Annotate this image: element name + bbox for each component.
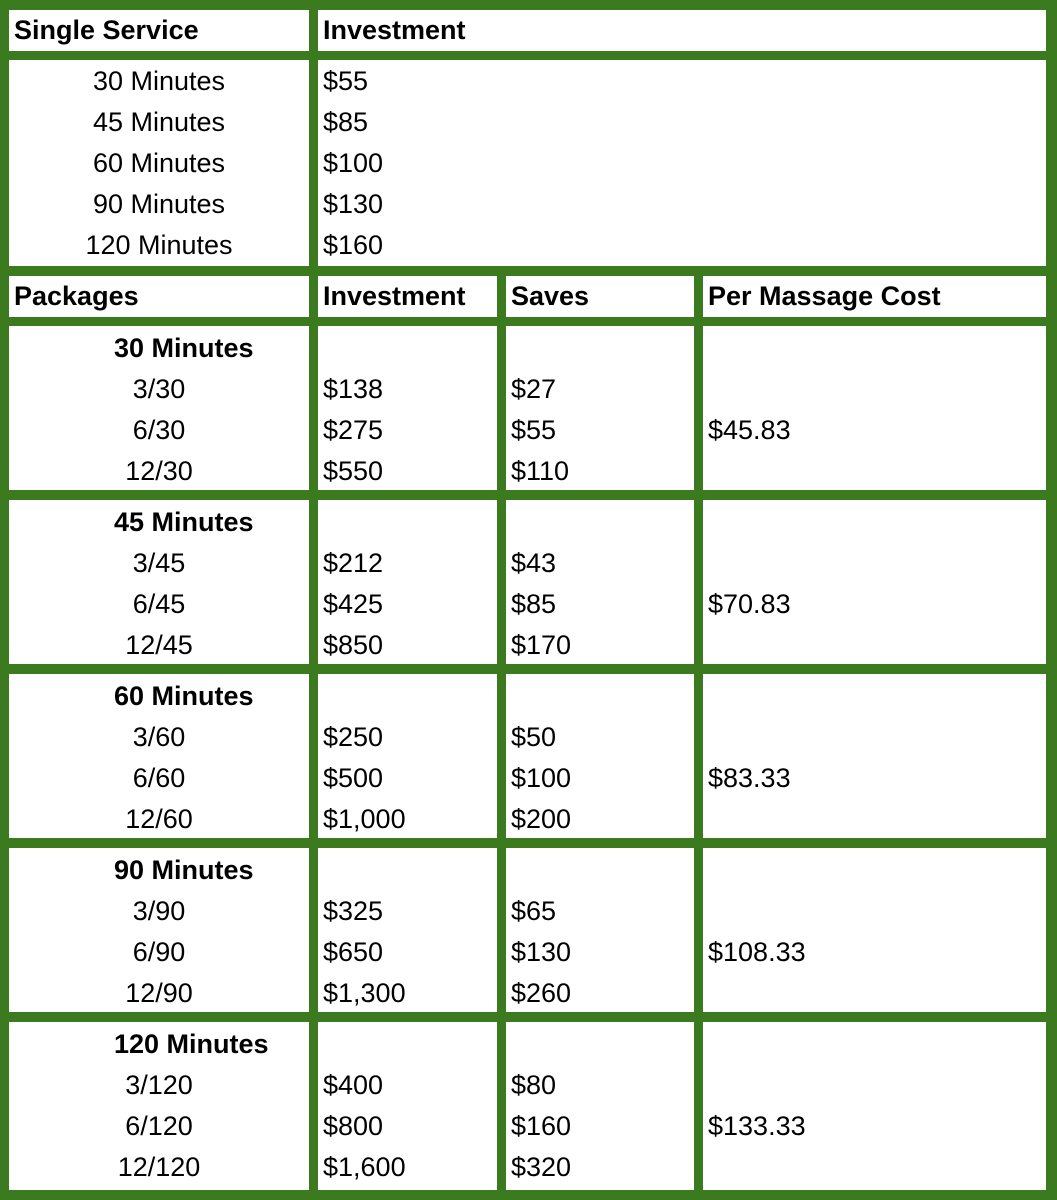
package-label: 6/60: [132, 763, 186, 793]
package-price: $400: [323, 1070, 384, 1100]
package-group-90-labels: [9, 848, 309, 1012]
single-price-60: $100: [323, 148, 384, 178]
package-group-30-saves: [506, 326, 694, 490]
package-price: $850: [323, 630, 384, 660]
package-label: 6/45: [132, 589, 186, 619]
package-group-45-saves: [506, 500, 694, 664]
packages-saves-header: Saves: [506, 276, 694, 317]
package-saves: $55: [511, 415, 557, 445]
package-group-120-saves: [506, 1022, 694, 1190]
package-group-30-prices: [318, 326, 497, 490]
package-group-90-prices: [318, 848, 497, 1012]
package-saves: $27: [511, 374, 557, 404]
package-label: 3/120: [125, 1070, 193, 1100]
package-group-120-per-cost: [703, 1022, 1046, 1190]
single-duration-30: 30 Minutes: [92, 66, 226, 96]
package-price: $325: [323, 896, 384, 926]
package-label: 3/45: [132, 548, 186, 578]
package-group-45-per-cost: [703, 500, 1046, 664]
package-group-60-labels: [9, 674, 309, 838]
packages-per-massage-cost-header: Per Massage Cost: [703, 276, 1046, 317]
package-price: $550: [323, 456, 384, 486]
package-label: 3/60: [132, 722, 186, 752]
single-duration-120: 120 Minutes: [85, 230, 233, 260]
per-massage-cost: $133.33: [708, 1111, 806, 1141]
package-price: $650: [323, 937, 384, 967]
package-label: 12/30: [125, 456, 193, 486]
package-saves: $50: [511, 722, 557, 752]
package-group-60-prices: [318, 674, 497, 838]
package-label: 12/120: [117, 1152, 201, 1182]
single-duration-90: 90 Minutes: [92, 189, 226, 219]
per-massage-cost: $108.33: [708, 937, 806, 967]
per-massage-cost: $45.83: [708, 415, 791, 445]
package-label: 6/120: [125, 1111, 193, 1141]
package-price: $212: [323, 548, 384, 578]
single-price-30: $55: [323, 66, 369, 96]
package-group-60-per-cost: [703, 674, 1046, 838]
package-price: $1,600: [323, 1152, 406, 1182]
package-label: 12/90: [125, 978, 193, 1008]
package-saves: $85: [511, 589, 557, 619]
package-price: $800: [323, 1111, 384, 1141]
package-price: $500: [323, 763, 384, 793]
package-group-title: 120 Minutes: [114, 1029, 269, 1059]
package-saves: $65: [511, 896, 557, 926]
package-saves: $260: [511, 978, 572, 1008]
package-group-title: 90 Minutes: [114, 855, 254, 885]
package-price: $250: [323, 722, 384, 752]
single-duration-45: 45 Minutes: [92, 107, 226, 137]
package-label: 12/60: [125, 804, 193, 834]
package-saves: $100: [511, 763, 572, 793]
package-group-30-labels: [9, 326, 309, 490]
package-group-60-saves: [506, 674, 694, 838]
package-price: $1,000: [323, 804, 406, 834]
package-group-90-saves: [506, 848, 694, 1012]
package-group-90-per-cost: [703, 848, 1046, 1012]
package-label: 3/90: [132, 896, 186, 926]
package-label: 12/45: [125, 630, 193, 660]
package-saves: $43: [511, 548, 557, 578]
package-group-120-prices: [318, 1022, 497, 1190]
single-price-120: $160: [323, 230, 384, 260]
package-group-45-labels: [9, 500, 309, 664]
package-saves: $130: [511, 937, 572, 967]
single-price-90: $130: [323, 189, 384, 219]
package-label: 3/30: [132, 374, 186, 404]
per-massage-cost: $83.33: [708, 763, 791, 793]
single-service-durations: [9, 60, 309, 266]
package-group-title: 60 Minutes: [114, 681, 254, 711]
package-saves: $320: [511, 1152, 572, 1182]
package-price: $425: [323, 589, 384, 619]
package-saves: $110: [511, 456, 570, 486]
package-group-title: 45 Minutes: [114, 507, 254, 537]
package-group-120-labels: [9, 1022, 309, 1190]
package-price: $275: [323, 415, 384, 445]
package-price: $1,300: [323, 978, 406, 1008]
package-saves: $80: [511, 1070, 557, 1100]
package-price: $138: [323, 374, 384, 404]
package-group-30-per-cost: [703, 326, 1046, 490]
package-label: 6/90: [132, 937, 186, 967]
package-label: 6/30: [132, 415, 186, 445]
package-group-45-prices: [318, 500, 497, 664]
single-duration-60: 60 Minutes: [92, 148, 226, 178]
single-service-header: Single Service: [9, 10, 309, 51]
package-saves: $200: [511, 804, 572, 834]
per-massage-cost: $70.83: [708, 589, 791, 619]
single-price-45: $85: [323, 107, 369, 137]
package-saves: $160: [511, 1111, 572, 1141]
package-saves: $170: [511, 630, 572, 660]
packages-header: Packages: [9, 276, 309, 317]
single-service-investment-header: Investment: [318, 10, 1046, 51]
single-service-prices: [318, 60, 1046, 266]
packages-investment-header: Investment: [318, 276, 497, 317]
package-group-title: 30 Minutes: [114, 333, 254, 363]
